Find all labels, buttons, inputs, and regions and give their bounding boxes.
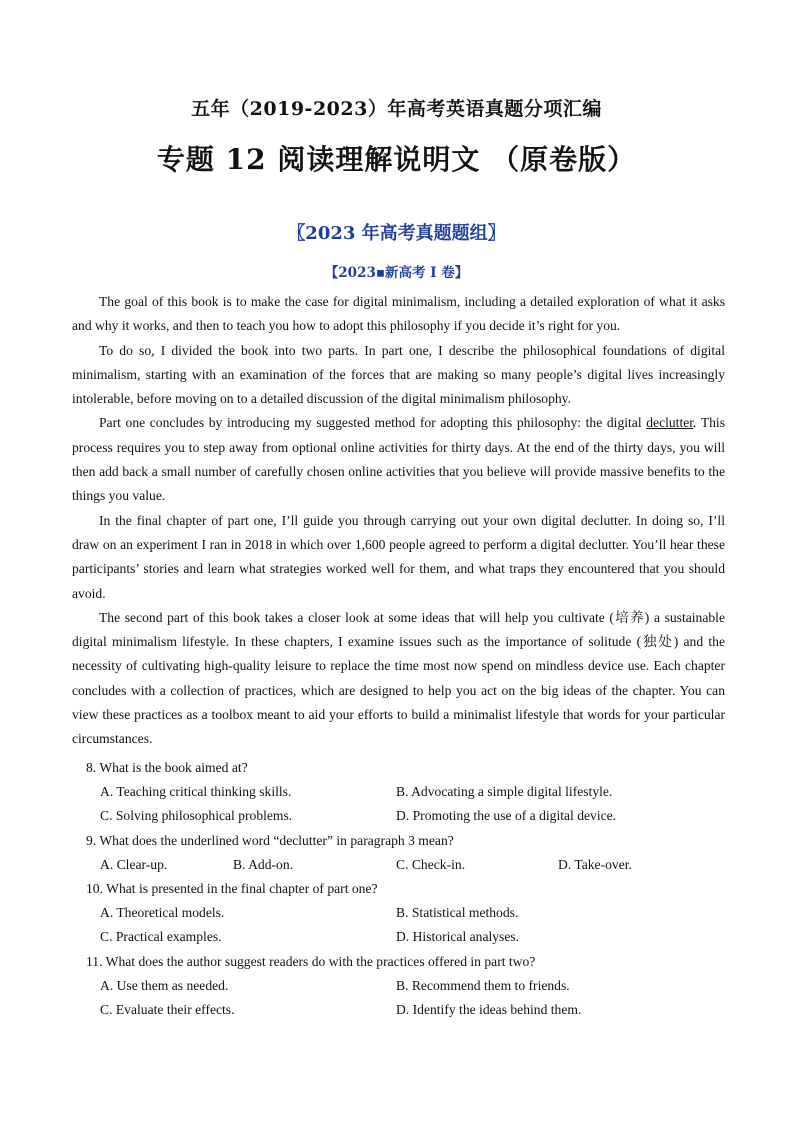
paragraph-5: The second part of this book takes a closer look at some ideas that will help you cultivate (培养) a sustainable digital minimalism lifestyle. In these chapters, I examine issues such as the importance of solitude (独处) and the necessity of cultivating high-quality leisure to replace the time most now spend on mindless device use. Each chapter concludes with a collection of practices, which are designed to help you act on the big ideas of the chapter. You can view these practices as a toolbox meant to aid your efforts to build a minimalist lifestyle that words for your particular circumstances.	[72, 609, 725, 747]
reading-passage	[72, 290, 725, 752]
option-a: A. Teaching critical thinking skills.	[100, 784, 292, 800]
option-d: D. Historical analyses.	[396, 929, 520, 945]
option-a: A. Clear-up.	[100, 856, 168, 872]
option-row	[72, 804, 732, 828]
option-d: D. Take-over.	[558, 856, 632, 872]
topic-title: 专题 12 阅读理解说明文 （原卷版）	[156, 143, 637, 176]
underlined-word: declutter	[646, 415, 694, 431]
question-list	[72, 756, 732, 1022]
question-stem: 8. What is the book aimed at?	[86, 760, 248, 775]
option-b: B. Add-on.	[233, 856, 294, 872]
option-b: B. Recommend them to friends.	[396, 977, 570, 993]
option-c: C. Practical examples.	[100, 929, 222, 945]
option-row	[72, 974, 732, 998]
series-title: 五年（2019-2023）年高考英语真题分项汇编	[191, 98, 602, 120]
paragraph-1: The goal of this book is to make the case for digital minimalism, including a detailed exploration of what it asks and why it works, and then to teach you how to adopt this philosophy if you decide it’s right for you.	[72, 294, 725, 334]
option-c: C. Solving philosophical problems.	[100, 808, 293, 824]
option-a: A. Use them as needed.	[100, 977, 229, 993]
paragraph-2: To do so, I divided the book into two parts. In part one, I describe the philosophical foundations of digital minimalism, starting with an examination of the forces that are making so many people’s digital lives increasingly intolerable, before moving on to a detailed discussion of the digital minimalism philosophy.	[72, 342, 725, 407]
paragraph-3-start: Part one concludes by introducing my suggested method for adopting this philosophy: the digital	[99, 415, 647, 431]
option-c: C. Evaluate their effects.	[100, 1001, 235, 1017]
question-stem: 10. What is presented in the final chapter of part one?	[86, 880, 378, 896]
option-row	[72, 925, 732, 949]
option-d: D. Identify the ideas behind them.	[396, 1001, 582, 1017]
option-b: B. Advocating a simple digital lifestyle.	[396, 784, 613, 800]
option-d: D. Promoting the use of a digital device.	[396, 808, 617, 824]
exam-heading: 【2023▪新高考 I 卷】	[324, 265, 469, 281]
paragraph-3-end: . This process requires you to step away from optional online activities for thirty days. At the end of the thirty days, you will then add back a small number of carefully chosen online activities that you believe will provide massive benefits to the things you value.	[72, 415, 725, 504]
option-row	[72, 853, 732, 877]
option-b: B. Statistical methods.	[396, 905, 519, 921]
question-stem: 11. What does the author suggest readers do with the practices offered in part two?	[86, 953, 536, 969]
option-a: A. Theoretical models.	[100, 905, 225, 921]
paragraph-3	[72, 411, 725, 508]
option-c: C. Check-in.	[396, 856, 466, 872]
paragraph-4: In the final chapter of part one, I’ll guide you through carrying out your own digital declutter. In doing so, I’ll draw on an experiment I ran in 2018 in which over 1,600 people agreed to perform a digital declutter. You’ll hear these participants’ stories and learn what strategies worked well for them, and what traps they encountered that you should avoid.	[72, 512, 725, 601]
question-stem: 9. What does the underlined word “declutter” in paragraph 3 mean?	[86, 832, 454, 848]
group-heading: 〖2023 年高考真题题组〗	[287, 223, 506, 244]
option-row	[72, 780, 732, 804]
option-row	[72, 901, 732, 925]
option-row	[72, 998, 732, 1022]
